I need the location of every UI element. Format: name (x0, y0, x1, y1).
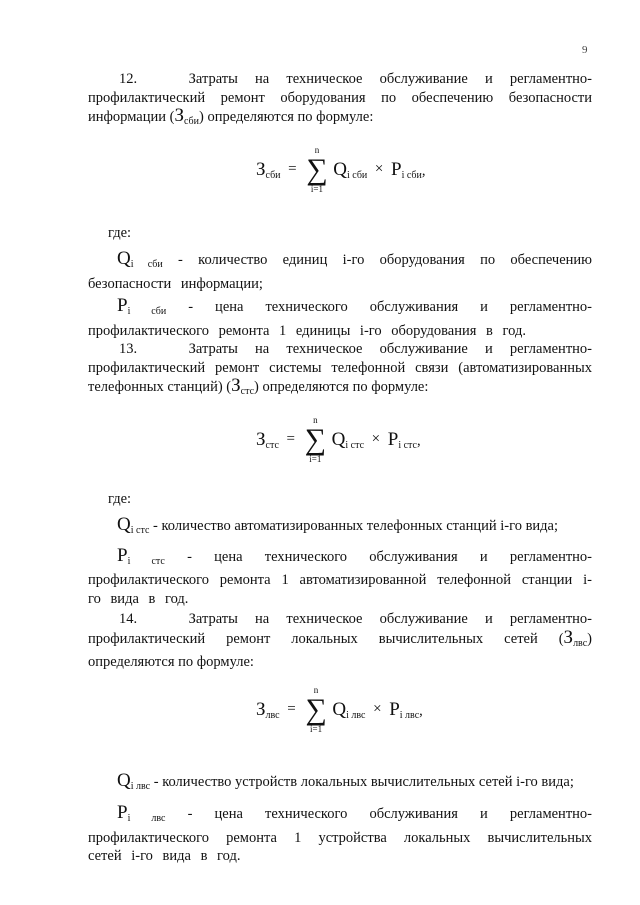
def-p-text: - цена технического обслуживания и регламентно-профилактического ремонта 1 автоматизированной телефонной станции i-го вида в год. (88, 548, 593, 607)
sigma-icon: ∑ (304, 422, 327, 456)
formula-p-sub: i стс (398, 439, 417, 451)
sec13-formula (88, 402, 592, 490)
sum-upper-limit: n (314, 144, 320, 155)
def-p-sub: i лвс (127, 813, 166, 824)
formula-lhs: З (256, 158, 266, 180)
formula-q-sub: i сби (347, 169, 368, 181)
sec12-formula (88, 132, 592, 224)
def-p-sub: i сби (127, 306, 167, 317)
formula-p: P (389, 698, 400, 720)
formula-p-sub: i сби (401, 169, 422, 181)
times-sign: × (374, 161, 384, 177)
formula-p: P (391, 158, 402, 180)
def-q-text: - количество автоматизированных телефонных станций i-го вида; (149, 518, 559, 534)
times-sign: × (373, 701, 382, 717)
sec12-symbol-sub: сби (183, 116, 199, 127)
sec12-def-p (88, 297, 592, 340)
sum-operator (305, 686, 326, 734)
formula-lhs-sub: лвс (265, 709, 280, 721)
sec14-symbol-sub: лвс (573, 637, 588, 649)
def-q-sub: i стс (130, 525, 150, 536)
sum-lower-limit: i=1 (309, 453, 322, 464)
formula-lhs: З (256, 428, 266, 450)
sec14-def-p (88, 804, 592, 866)
sec13-def-p (88, 544, 593, 609)
sec12-where: где: (108, 224, 132, 241)
sec13-text-a: 13. Затраты на техническое обслуживание и регламентно-профилактический ремонт системы телефонной связи (автоматизированных телефонных станций) ( (88, 341, 592, 395)
def-q-symbol: Q (117, 514, 131, 535)
sigma-icon: ∑ (306, 152, 328, 186)
formula-p-sub: i лвс (399, 709, 420, 721)
sec14-symbol: З (563, 626, 574, 648)
def-q-text: - количество единиц i-го оборудования по обеспечению безопасности информации; (88, 252, 593, 292)
formula-comma: , (419, 702, 423, 719)
sec13-symbol-sub: стс (240, 386, 255, 397)
sec14-def-q (88, 769, 592, 797)
sum-lower-limit: i=1 (310, 723, 323, 734)
sec13-where: где: (108, 490, 132, 507)
times-sign: × (371, 431, 381, 447)
page-number: 9 (582, 44, 588, 56)
sec12-def-q (88, 250, 592, 293)
formula-lhs-sub: сби (265, 169, 281, 181)
document-body (88, 70, 592, 866)
sum-upper-limit: n (313, 684, 319, 695)
def-p-symbol: P (117, 295, 128, 316)
sec12-symbol: З (174, 105, 184, 126)
sec14-paragraph (88, 610, 592, 672)
sum-upper-limit: n (313, 414, 318, 425)
def-p-text: - цена технического обслуживания и регламентно-профилактического ремонта 1 устройства локальных вычислительных сетей i-го вида в год. (88, 806, 592, 864)
sec12-text-a: 12. Затраты на техническое обслуживание и регламентно-профилактический ремонт оборудования по обеспечению безопасности информации ( (88, 71, 592, 125)
sum-operator (306, 146, 327, 194)
sec14-text-b: ) определяются по формуле: (88, 630, 592, 670)
def-p-text: - цена технического обслуживания и регламентно-профилактического ремонта 1 единицы i-го оборудования в год. (88, 299, 593, 339)
sigma-icon: ∑ (305, 692, 327, 726)
equals-sign: = (286, 431, 295, 447)
sec13-paragraph (88, 340, 592, 402)
formula-q: Q (331, 428, 346, 450)
formula-lhs-sub: стс (265, 439, 279, 451)
formula-p: P (387, 428, 399, 450)
formula-q-sub: i лвс (346, 709, 366, 721)
def-p-sub: i стс (127, 555, 165, 567)
formula-comma: , (421, 162, 426, 179)
equals-sign: = (287, 701, 296, 717)
def-q-text: - количество устройств локальных вычислительных сетей i-го вида; (150, 773, 574, 790)
def-p-symbol: P (117, 802, 128, 823)
formula-lhs: З (256, 698, 266, 720)
sec12-text-b: ) определяются по формуле: (198, 109, 374, 125)
sec14-text-a: 14. Затраты на техническое обслуживание и регламентно-профилактический ремонт локальных вычислительных сетей ( (88, 611, 592, 647)
def-q-sub: i лвс (130, 780, 151, 792)
formula-q: Q (332, 698, 347, 720)
sec14-formula (88, 672, 592, 772)
def-p-symbol: P (117, 544, 128, 566)
formula-comma: , (416, 432, 421, 449)
sec13-text-b: ) определяются по формуле: (254, 379, 429, 395)
formula-q: Q (333, 158, 347, 180)
sec13-def-q (88, 516, 592, 541)
sec12-paragraph (88, 70, 592, 132)
def-q-sub: i сби (130, 259, 163, 270)
sec13-symbol: З (231, 375, 241, 396)
def-q-symbol: Q (117, 248, 131, 269)
def-q-symbol: Q (117, 769, 131, 791)
formula-q-sub: i стс (345, 439, 365, 451)
equals-sign: = (288, 161, 297, 177)
sum-operator (305, 416, 326, 464)
sum-lower-limit: i=1 (310, 183, 323, 194)
